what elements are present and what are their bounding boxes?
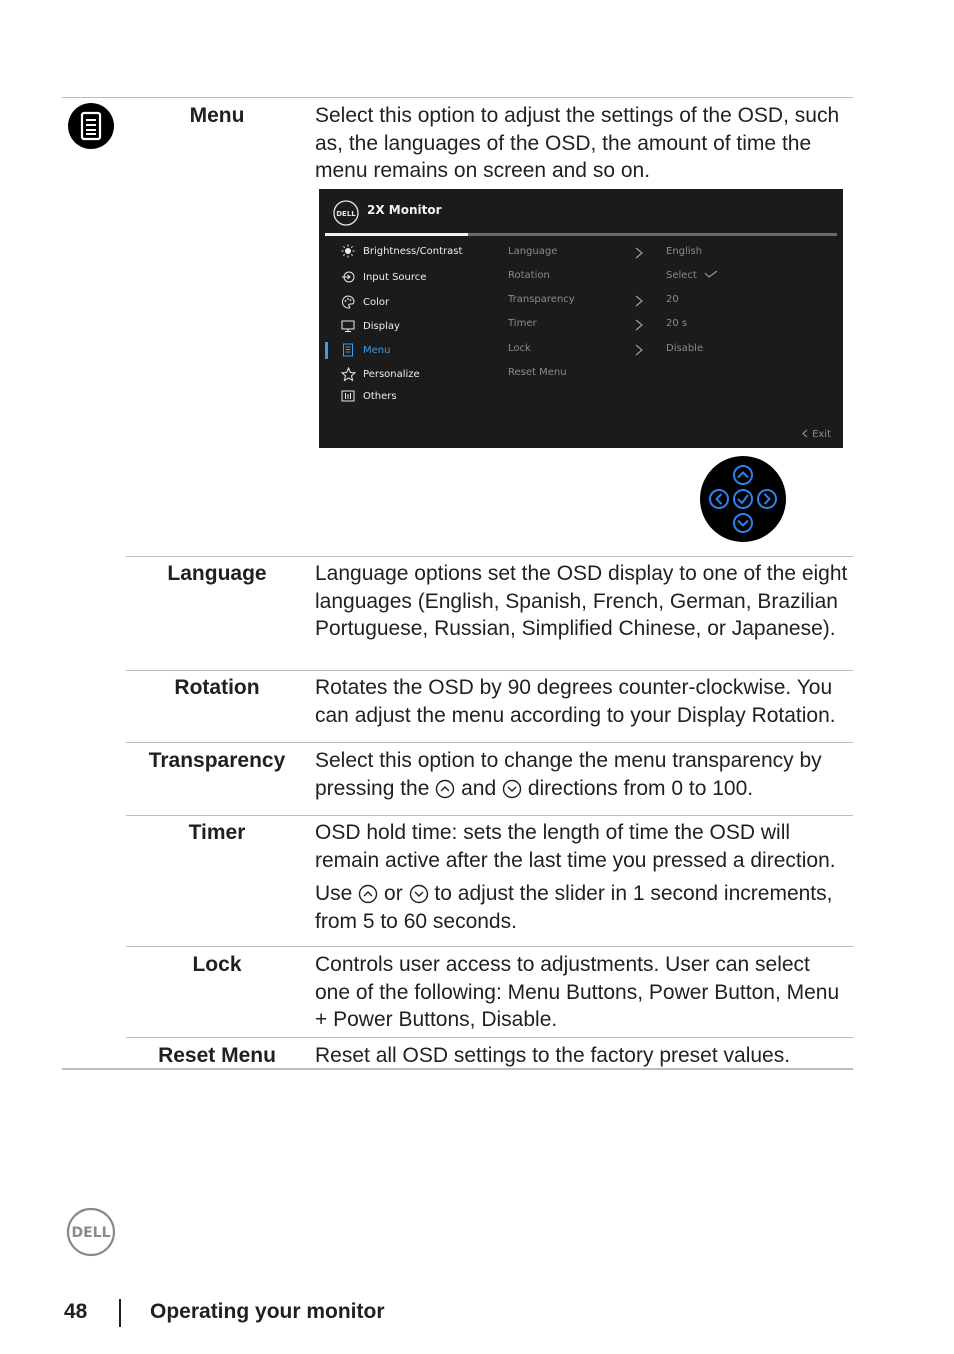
dell-logo-text: DELL bbox=[71, 1225, 111, 1241]
osd-sub-timer[interactable]: Timer bbox=[508, 318, 537, 329]
others-icon bbox=[339, 387, 357, 405]
down-direction-icon bbox=[502, 779, 522, 799]
osd-item-menu[interactable] bbox=[339, 341, 390, 359]
desc-timer-part-1: Use bbox=[315, 882, 353, 905]
desc-timer-para-1: OSD hold time: sets the length of time the OSD will remain active after the last time you pressed a direction. bbox=[315, 821, 836, 872]
osd-item-label: Others bbox=[363, 390, 397, 402]
page-number: 48 bbox=[64, 1300, 88, 1323]
osd-item-display[interactable] bbox=[339, 317, 400, 335]
osd-sub-language[interactable]: Language bbox=[508, 246, 558, 257]
desc-transparency-part-1: Select this option to change the menu transparency by pressing the bbox=[315, 749, 822, 800]
osd-item-brightness[interactable] bbox=[339, 242, 462, 260]
osd-sub-reset-menu[interactable]: Reset Menu bbox=[508, 367, 567, 378]
footer-separator bbox=[119, 1299, 121, 1327]
row-divider bbox=[126, 946, 853, 947]
input-source-icon bbox=[339, 268, 357, 286]
osd-item-color[interactable] bbox=[339, 293, 389, 311]
desc-timer bbox=[315, 819, 850, 935]
desc-transparency-part-2: and bbox=[461, 776, 497, 800]
desc-lock: Controls user access to adjustments. User can select one of the following: Menu Buttons, Power Button, Menu + Power Buttons, Disable. bbox=[315, 953, 840, 1031]
menu-list-icon bbox=[339, 341, 357, 359]
term-lock: Lock bbox=[192, 953, 242, 976]
term-transparency: Transparency bbox=[148, 749, 286, 772]
osd-item-label: Display bbox=[363, 320, 400, 332]
joystick-navigation-icon bbox=[700, 456, 786, 542]
osd-menu-screenshot bbox=[319, 189, 843, 448]
osd-value-text: Select bbox=[666, 270, 697, 281]
term-reset-menu: Reset Menu bbox=[158, 1044, 276, 1067]
osd-item-label: Brightness/Contrast bbox=[363, 245, 463, 257]
chevron-right-icon bbox=[634, 344, 644, 356]
palette-icon bbox=[339, 293, 357, 311]
desc-timer-part-2: or bbox=[384, 882, 403, 905]
desc-timer-part-3: to adjust the slider in 1 second increments, from 5 to 60 seconds. bbox=[315, 882, 833, 933]
osd-item-personalize[interactable] bbox=[339, 365, 420, 383]
desc-transparency bbox=[315, 747, 850, 802]
osd-value-language: English bbox=[666, 246, 703, 257]
osd-sub-lock[interactable]: Lock bbox=[508, 343, 531, 354]
osd-value-rotation bbox=[666, 270, 718, 281]
osd-sub-rotation[interactable]: Rotation bbox=[508, 270, 550, 281]
row-divider bbox=[126, 556, 853, 557]
down-direction-icon bbox=[409, 884, 429, 904]
dell-logo-text: DELL bbox=[336, 210, 356, 218]
star-icon bbox=[339, 365, 357, 383]
term-language: Language bbox=[167, 562, 267, 585]
osd-item-label: Input Source bbox=[363, 271, 427, 283]
osd-value-timer: 20 s bbox=[666, 318, 688, 329]
row-divider bbox=[126, 670, 853, 671]
term-timer: Timer bbox=[188, 821, 246, 844]
osd-title: 2X Monitor bbox=[367, 203, 442, 217]
dell-logo-icon bbox=[66, 1207, 116, 1257]
chevron-right-icon bbox=[634, 247, 644, 259]
term-menu: Menu bbox=[189, 104, 245, 127]
sun-icon bbox=[339, 242, 357, 260]
osd-item-label: Color bbox=[363, 296, 390, 308]
desc-reset-menu: Reset all OSD settings to the factory preset values. bbox=[315, 1044, 791, 1067]
row-divider bbox=[126, 1037, 853, 1038]
dell-logo-icon bbox=[333, 200, 359, 226]
osd-sub-transparency[interactable]: Transparency bbox=[508, 294, 575, 305]
osd-exit-button[interactable] bbox=[802, 429, 831, 440]
osd-item-input-source[interactable] bbox=[339, 268, 426, 286]
osd-header-bar bbox=[325, 233, 837, 236]
chevron-left-icon bbox=[802, 429, 808, 438]
desc-timer-para-2 bbox=[315, 880, 850, 935]
osd-item-others[interactable] bbox=[339, 387, 397, 405]
desc-rotation: Rotates the OSD by 90 degrees counter-clockwise. You can adjust the menu according to your Display Rotation. bbox=[315, 676, 836, 727]
row-divider bbox=[126, 742, 853, 743]
row-divider bbox=[126, 815, 853, 816]
check-icon bbox=[704, 270, 718, 279]
menu-icon bbox=[68, 103, 114, 149]
osd-item-label: Menu bbox=[363, 344, 391, 356]
chapter-title: Operating your monitor bbox=[150, 1300, 385, 1323]
osd-value-lock: Disable bbox=[666, 343, 704, 354]
monitor-icon bbox=[339, 317, 357, 335]
osd-item-label: Personalize bbox=[363, 368, 420, 380]
chevron-right-icon bbox=[634, 319, 644, 331]
osd-value-transparency: 20 bbox=[666, 294, 679, 305]
up-direction-icon bbox=[358, 884, 378, 904]
desc-menu: Select this option to adjust the settings of the OSD, such as, the languages of the OSD, the amount of time the menu remains on screen and so on. bbox=[315, 104, 840, 182]
osd-selection-marker bbox=[325, 342, 328, 359]
osd-exit-label: Exit bbox=[812, 429, 831, 440]
up-direction-icon bbox=[435, 779, 455, 799]
table-top-divider bbox=[62, 97, 853, 98]
chevron-right-icon bbox=[634, 295, 644, 307]
term-rotation: Rotation bbox=[174, 676, 260, 699]
table-bottom-divider bbox=[62, 1068, 853, 1070]
desc-language: Language options set the OSD display to one of the eight languages (English, Spanish, French, German, Brazilian Portuguese, Russian, Simplified Chinese, or Japanese). bbox=[315, 562, 848, 640]
desc-transparency-part-3: directions from 0 to 100. bbox=[527, 776, 754, 800]
